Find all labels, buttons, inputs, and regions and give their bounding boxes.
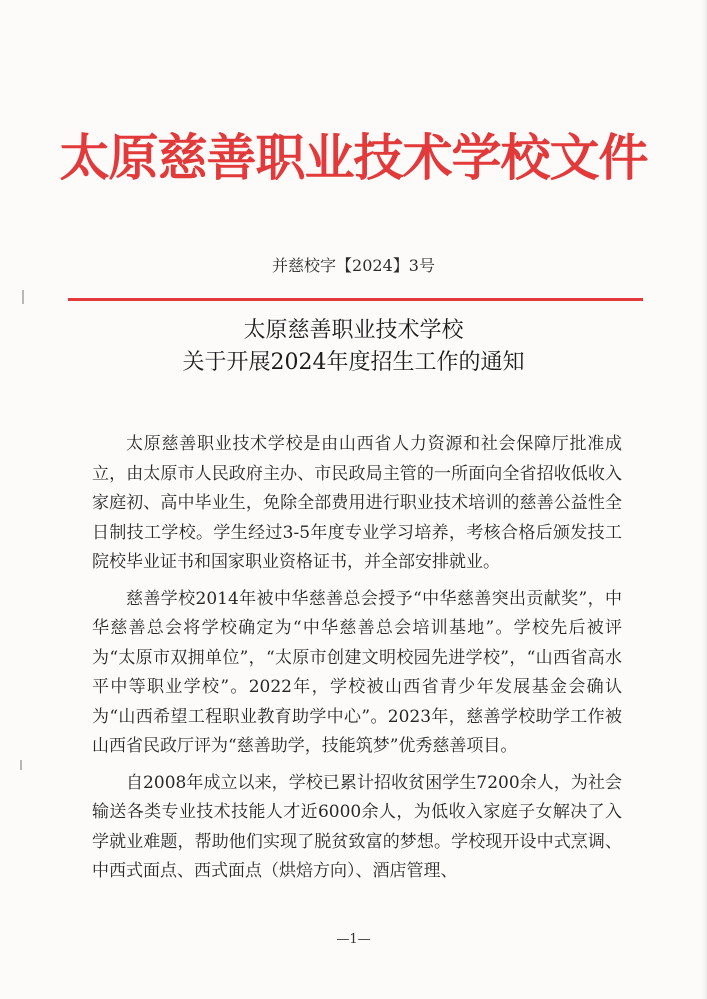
notice-title-line1: 太原慈善职业技术学校 <box>243 318 464 343</box>
red-divider-line <box>68 298 643 301</box>
body-paragraph-2: 慈善学校2014年被中华慈善总会授予“中华慈善突出贡献奖”，中华慈善总会将学校确定为“中华慈善总会培训基地”。学校先后被评为“太原市双拥单位”，“太原市创建文明校园先进学校”，“山西省高水平中等职业学校”。2022年，学校被山西省青少年发展基金会确认为“山西希望工程职业教育助学中心”。2023年，慈善学校助学工作被山西省民政厅评为“慈善助学，技能筑梦”优秀慈善项目。 <box>92 588 622 756</box>
scan-mark-left-lower <box>20 760 22 770</box>
body-paragraph-1: 太原慈善职业技术学校是由山西省人力资源和社会保障厅批准成立，由太原市人民政府主办、市民政局主管的一所面向全省招收低收入家庭初、高中毕业生，免除全部费用进行职业技术培训的慈善公益性全日制技工学校。学生经过3-5年度专业学习培养，考核合格后颁发技工院校毕业证书和国家职业资格证书，并全部安排就业。 <box>92 434 622 572</box>
notice-body <box>92 430 622 894</box>
scan-mark-left-upper <box>22 290 24 304</box>
body-paragraph-3: 自2008年成立以来，学校已累计招收贫困学生7200余人，为社会输送各类专业技术技能人才近6000余人，为低收入家庭子女解决了入学就业难题，帮助他们实现了脱贫致富的梦想。学校现开设中式烹调、中西式面点、西式面点（烘焙方向）、酒店管理、 <box>92 772 622 881</box>
document-header-title: 太原慈善职业技术学校文件 <box>59 128 648 187</box>
document-number: 并慈校字【2024】3号 <box>272 256 435 275</box>
notice-title-line2: 关于开展2024年度招生工作的通知 <box>182 350 525 375</box>
notice-title <box>0 315 707 379</box>
page-number: —1— <box>336 932 371 947</box>
